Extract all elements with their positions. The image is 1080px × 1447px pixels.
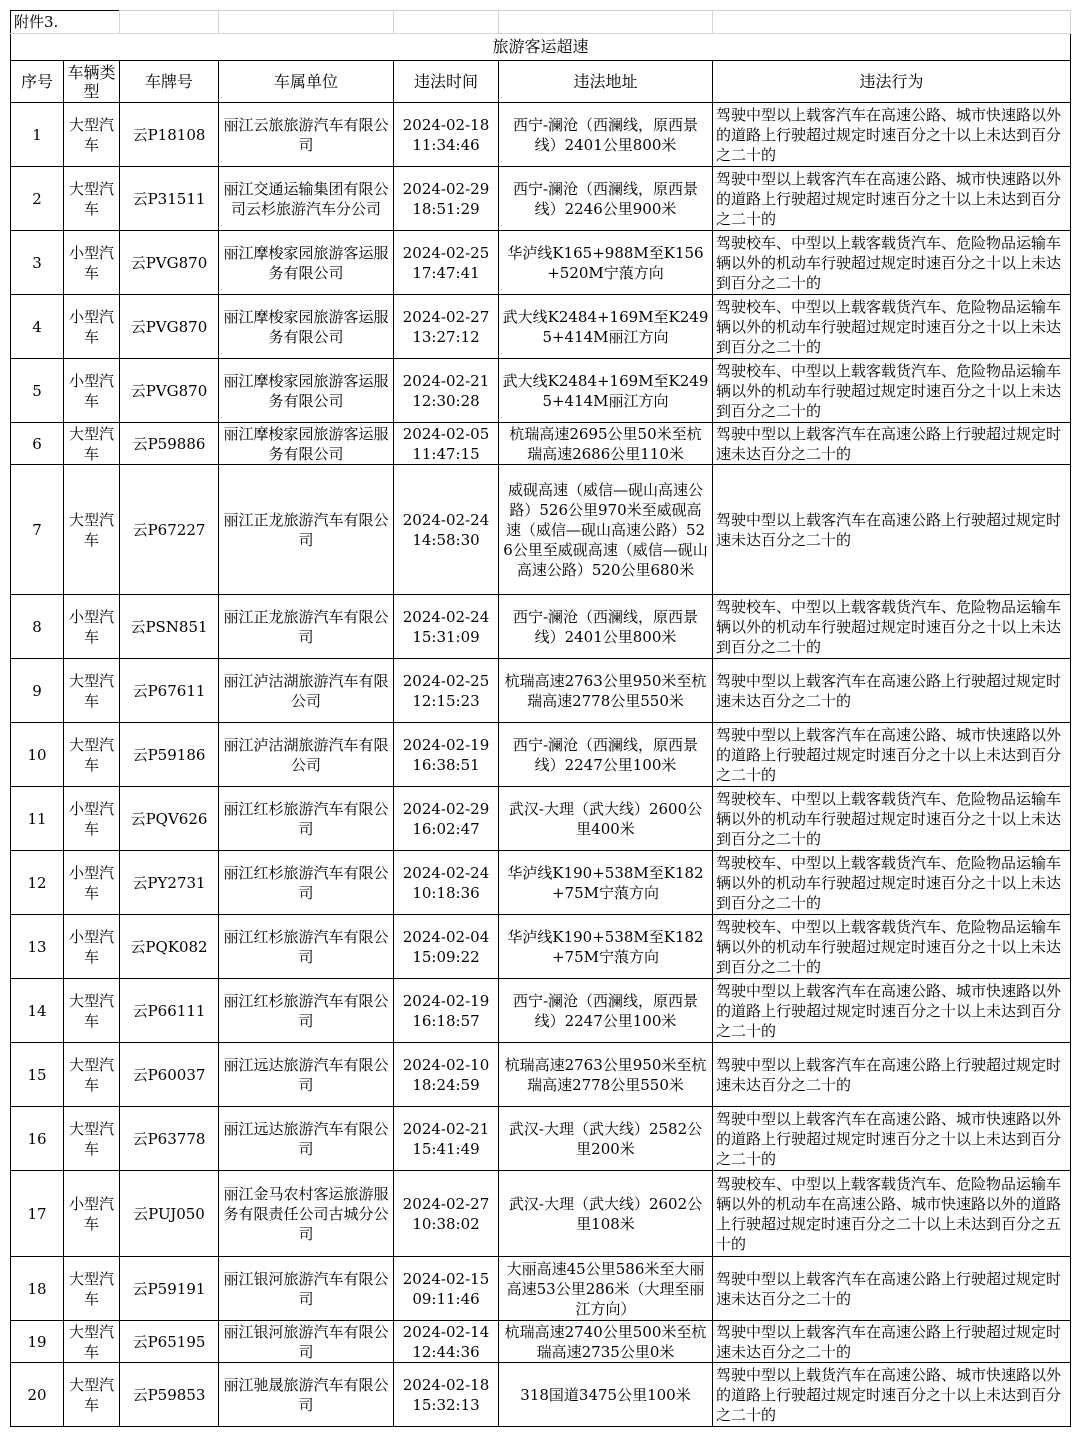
- row-company: 丽江远达旅游汽车有限公司: [219, 1043, 394, 1107]
- row-no: 18: [11, 1257, 64, 1321]
- row-place: 威砚高速（威信—砚山高速公路）526公里970米至威砚高速（威信—砚山高速公路）526公里至威砚高速（威信—砚山高速公路）520公里680米: [499, 465, 713, 595]
- header-plate: 车牌号: [120, 61, 219, 103]
- row-plate: 云P59191: [120, 1257, 219, 1321]
- row-place: 华泸线K165+988M至K156+520M宁蒗方向: [499, 231, 713, 295]
- row-type: 大型汽车: [64, 465, 120, 595]
- row-behavior: 驾驶校车、中型以上载客载货汽车、危险物品运输车辆以外的机动车在高速公路、城市快速路以外的道路上行驶超过规定时速百分之二十以上未达到百分之五十的: [713, 1171, 1071, 1257]
- row-time: 2024-02-18 11:34:46: [394, 103, 499, 167]
- row-company: 丽江摩梭家园旅游客运服务有限公司: [219, 423, 394, 465]
- row-plate: 云P59853: [120, 1363, 219, 1427]
- row-time: 2024-02-10 18:24:59: [394, 1043, 499, 1107]
- row-no: 20: [11, 1363, 64, 1427]
- row-plate: 云P63778: [120, 1107, 219, 1171]
- row-time: 2024-02-19 16:38:51: [394, 723, 499, 787]
- row-company: 丽江摩梭家园旅游客运服务有限公司: [219, 231, 394, 295]
- table-row: [11, 103, 1071, 167]
- empty-cell: [120, 11, 219, 34]
- row-place: 武大线K2484+169M至K2495+414M丽江方向: [499, 359, 713, 423]
- row-place: 杭瑞高速2763公里950米至杭瑞高速2778公里550米: [499, 659, 713, 723]
- row-type: 小型汽车: [64, 231, 120, 295]
- header-time: 违法时间: [394, 61, 499, 103]
- row-behavior: 驾驶中型以上载客汽车在高速公路上行驶超过规定时速未达百分之二十的: [713, 1257, 1071, 1321]
- table-row: [11, 167, 1071, 231]
- row-no: 1: [11, 103, 64, 167]
- row-place: 西宁-澜沧（西澜线，原西景线）2401公里800米: [499, 103, 713, 167]
- table-row: [11, 723, 1071, 787]
- row-plate: 云P65195: [120, 1321, 219, 1363]
- row-plate: 云PQV626: [120, 787, 219, 851]
- row-place: 大丽高速45公里586米至大丽高速53公里286米（大理至丽江方向）: [499, 1257, 713, 1321]
- row-company: 丽江云旅旅游汽车有限公司: [219, 103, 394, 167]
- row-no: 17: [11, 1171, 64, 1257]
- row-place: 西宁-澜沧（西澜线，原西景线）2247公里100米: [499, 723, 713, 787]
- row-plate: 云P31511: [120, 167, 219, 231]
- row-plate: 云PUJ050: [120, 1171, 219, 1257]
- row-place: 西宁-澜沧（西澜线，原西景线）2246公里900米: [499, 167, 713, 231]
- row-plate: 云P59186: [120, 723, 219, 787]
- row-place: 华泸线K190+538M至K182+75M宁蒗方向: [499, 915, 713, 979]
- attachment-label: 附件3.: [11, 11, 120, 34]
- row-no: 15: [11, 1043, 64, 1107]
- header-row: [11, 61, 1071, 103]
- row-company: 丽江银河旅游汽车有限公司: [219, 1321, 394, 1363]
- row-time: 2024-02-29 18:51:29: [394, 167, 499, 231]
- violation-table: [10, 10, 1071, 1427]
- empty-cell: [219, 11, 394, 34]
- row-type: 小型汽车: [64, 295, 120, 359]
- row-plate: 云PVG870: [120, 231, 219, 295]
- table-row: [11, 1257, 1071, 1321]
- table-row: [11, 1107, 1071, 1171]
- table-row: [11, 1321, 1071, 1363]
- row-time: 2024-02-05 11:47:15: [394, 423, 499, 465]
- row-no: 14: [11, 979, 64, 1043]
- row-behavior: 驾驶中型以上载客汽车在高速公路上行驶超过规定时速未达百分之二十的: [713, 1043, 1071, 1107]
- row-plate: 云PVG870: [120, 359, 219, 423]
- table-row: [11, 1043, 1071, 1107]
- row-time: 2024-02-14 12:44:36: [394, 1321, 499, 1363]
- row-plate: 云P66111: [120, 979, 219, 1043]
- row-company: 丽江红杉旅游汽车有限公司: [219, 979, 394, 1043]
- row-behavior: 驾驶中型以上载客汽车在高速公路、城市快速路以外的道路上行驶超过规定时速百分之十以上未达到百分之二十的: [713, 979, 1071, 1043]
- row-behavior: 驾驶中型以上载客汽车在高速公路、城市快速路以外的道路上行驶超过规定时速百分之十以上未达到百分之二十的: [713, 103, 1071, 167]
- row-company: 丽江红杉旅游汽车有限公司: [219, 851, 394, 915]
- row-company: 丽江银河旅游汽车有限公司: [219, 1257, 394, 1321]
- row-behavior: 驾驶校车、中型以上载客载货汽车、危险物品运输车辆以外的机动车行驶超过规定时速百分之十以上未达到百分之二十的: [713, 595, 1071, 659]
- row-time: 2024-02-24 10:18:36: [394, 851, 499, 915]
- row-behavior: 驾驶中型以上载客汽车在高速公路、城市快速路以外的道路上行驶超过规定时速百分之十以上未达到百分之二十的: [713, 1107, 1071, 1171]
- row-type: 小型汽车: [64, 1171, 120, 1257]
- table-row: [11, 979, 1071, 1043]
- row-behavior: 驾驶中型以上载客汽车在高速公路上行驶超过规定时速未达百分之二十的: [713, 659, 1071, 723]
- row-plate: 云PQK082: [120, 915, 219, 979]
- row-company: 丽江远达旅游汽车有限公司: [219, 1107, 394, 1171]
- row-place: 西宁-澜沧（西澜线，原西景线）2247公里100米: [499, 979, 713, 1043]
- row-behavior: 驾驶中型以上载客汽车在高速公路上行驶超过规定时速未达百分之二十的: [713, 423, 1071, 465]
- row-plate: 云P67611: [120, 659, 219, 723]
- row-plate: 云P59886: [120, 423, 219, 465]
- row-type: 大型汽车: [64, 1257, 120, 1321]
- row-plate: 云P60037: [120, 1043, 219, 1107]
- row-time: 2024-02-04 15:09:22: [394, 915, 499, 979]
- row-no: 16: [11, 1107, 64, 1171]
- row-company: 丽江金马农村客运旅游服务有限责任公司古城分公司: [219, 1171, 394, 1257]
- row-behavior: 驾驶中型以上载客汽车在高速公路、城市快速路以外的道路上行驶超过规定时速百分之十以上未达到百分之二十的: [713, 167, 1071, 231]
- row-time: 2024-02-27 10:38:02: [394, 1171, 499, 1257]
- row-no: 19: [11, 1321, 64, 1363]
- row-behavior: 驾驶校车、中型以上载客载货汽车、危险物品运输车辆以外的机动车行驶超过规定时速百分之十以上未达到百分之二十的: [713, 851, 1071, 915]
- row-type: 大型汽车: [64, 723, 120, 787]
- row-time: 2024-02-15 09:11:46: [394, 1257, 499, 1321]
- table-row: [11, 915, 1071, 979]
- table-title: 旅游客运超速: [11, 34, 1071, 61]
- row-no: 6: [11, 423, 64, 465]
- row-place: 武汉-大理（武大线）2582公里200米: [499, 1107, 713, 1171]
- row-time: 2024-02-18 15:32:13: [394, 1363, 499, 1427]
- table-row: [11, 659, 1071, 723]
- row-no: 12: [11, 851, 64, 915]
- row-type: 大型汽车: [64, 1043, 120, 1107]
- header-company: 车属单位: [219, 61, 394, 103]
- row-no: 11: [11, 787, 64, 851]
- row-behavior: 驾驶校车、中型以上载客载货汽车、危险物品运输车辆以外的机动车行驶超过规定时速百分之十以上未达到百分之二十的: [713, 295, 1071, 359]
- table-row: [11, 465, 1071, 595]
- row-time: 2024-02-19 16:18:57: [394, 979, 499, 1043]
- row-place: 杭瑞高速2763公里950米至杭瑞高速2778公里550米: [499, 1043, 713, 1107]
- row-place: 武汉-大理（武大线）2602公里108米: [499, 1171, 713, 1257]
- row-type: 大型汽车: [64, 423, 120, 465]
- row-company: 丽江驰晟旅游汽车有限公司: [219, 1363, 394, 1427]
- row-behavior: 驾驶中型以上载货汽车在高速公路、城市快速路以外的道路上行驶超过规定时速百分之十以上未达到百分之二十的: [713, 1363, 1071, 1427]
- row-behavior: 驾驶中型以上载客汽车在高速公路上行驶超过规定时速未达百分之二十的: [713, 1321, 1071, 1363]
- row-type: 小型汽车: [64, 915, 120, 979]
- table-row: [11, 295, 1071, 359]
- header-type: 车辆类型: [64, 61, 120, 103]
- row-place: 318国道3475公里100米: [499, 1363, 713, 1427]
- row-place: 武汉-大理（武大线）2600公里400米: [499, 787, 713, 851]
- row-behavior: 驾驶校车、中型以上载客载货汽车、危险物品运输车辆以外的机动车行驶超过规定时速百分之十以上未达到百分之二十的: [713, 915, 1071, 979]
- row-time: 2024-02-25 17:47:41: [394, 231, 499, 295]
- row-no: 7: [11, 465, 64, 595]
- row-company: 丽江正龙旅游汽车有限公司: [219, 595, 394, 659]
- row-type: 大型汽车: [64, 1363, 120, 1427]
- row-time: 2024-02-27 13:27:12: [394, 295, 499, 359]
- row-behavior: 驾驶中型以上载客汽车在高速公路、城市快速路以外的道路上行驶超过规定时速百分之十以上未达到百分之二十的: [713, 723, 1071, 787]
- row-place: 华泸线K190+538M至K182+75M宁蒗方向: [499, 851, 713, 915]
- table-row: [11, 359, 1071, 423]
- row-company: 丽江红杉旅游汽车有限公司: [219, 787, 394, 851]
- row-company: 丽江交通运输集团有限公司云杉旅游汽车分公司: [219, 167, 394, 231]
- row-behavior: 驾驶中型以上载客汽车在高速公路上行驶超过规定时速未达百分之二十的: [713, 465, 1071, 595]
- row-type: 大型汽车: [64, 1107, 120, 1171]
- row-no: 8: [11, 595, 64, 659]
- row-plate: 云P67227: [120, 465, 219, 595]
- row-no: 3: [11, 231, 64, 295]
- row-no: 13: [11, 915, 64, 979]
- row-time: 2024-02-21 12:30:28: [394, 359, 499, 423]
- row-plate: 云P18108: [120, 103, 219, 167]
- row-type: 小型汽车: [64, 359, 120, 423]
- header-behavior: 违法行为: [713, 61, 1071, 103]
- row-plate: 云PY2731: [120, 851, 219, 915]
- row-time: 2024-02-21 15:41:49: [394, 1107, 499, 1171]
- row-behavior: 驾驶校车、中型以上载客载货汽车、危险物品运输车辆以外的机动车行驶超过规定时速百分之十以上未达到百分之二十的: [713, 359, 1071, 423]
- row-no: 2: [11, 167, 64, 231]
- row-place: 西宁-澜沧（西澜线，原西景线）2401公里800米: [499, 595, 713, 659]
- row-type: 大型汽车: [64, 167, 120, 231]
- row-type: 大型汽车: [64, 979, 120, 1043]
- row-behavior: 驾驶校车、中型以上载客载货汽车、危险物品运输车辆以外的机动车行驶超过规定时速百分之十以上未达到百分之二十的: [713, 231, 1071, 295]
- row-company: 丽江摩梭家园旅游客运服务有限公司: [219, 295, 394, 359]
- row-type: 大型汽车: [64, 659, 120, 723]
- row-time: 2024-02-25 12:15:23: [394, 659, 499, 723]
- table-row: [11, 1363, 1071, 1427]
- empty-cell: [713, 11, 1071, 34]
- header-no: 序号: [11, 61, 64, 103]
- row-no: 10: [11, 723, 64, 787]
- row-plate: 云PVG870: [120, 295, 219, 359]
- row-no: 5: [11, 359, 64, 423]
- row-time: 2024-02-29 16:02:47: [394, 787, 499, 851]
- row-company: 丽江摩梭家园旅游客运服务有限公司: [219, 359, 394, 423]
- table-row: [11, 851, 1071, 915]
- row-no: 9: [11, 659, 64, 723]
- row-time: 2024-02-24 15:31:09: [394, 595, 499, 659]
- row-plate: 云PSN851: [120, 595, 219, 659]
- table-row: [11, 787, 1071, 851]
- row-place: 杭瑞高速2695公里50米至杭瑞高速2686公里110米: [499, 423, 713, 465]
- row-behavior: 驾驶校车、中型以上载客载货汽车、危险物品运输车辆以外的机动车行驶超过规定时速百分之十以上未达到百分之二十的: [713, 787, 1071, 851]
- row-time: 2024-02-24 14:58:30: [394, 465, 499, 595]
- row-type: 小型汽车: [64, 851, 120, 915]
- row-type: 小型汽车: [64, 787, 120, 851]
- row-type: 小型汽车: [64, 595, 120, 659]
- header-place: 违法地址: [499, 61, 713, 103]
- table-row: [11, 1171, 1071, 1257]
- empty-cell: [394, 11, 499, 34]
- table-row: [11, 595, 1071, 659]
- row-place: 武大线K2484+169M至K2495+414M丽江方向: [499, 295, 713, 359]
- row-company: 丽江正龙旅游汽车有限公司: [219, 465, 394, 595]
- row-company: 丽江泸沽湖旅游汽车有限公司: [219, 723, 394, 787]
- row-type: 大型汽车: [64, 103, 120, 167]
- table-row: [11, 231, 1071, 295]
- row-no: 4: [11, 295, 64, 359]
- row-company: 丽江红杉旅游汽车有限公司: [219, 915, 394, 979]
- row-place: 杭瑞高速2740公里500米至杭瑞高速2735公里0米: [499, 1321, 713, 1363]
- row-type: 大型汽车: [64, 1321, 120, 1363]
- empty-cell: [499, 11, 713, 34]
- table-row: [11, 423, 1071, 465]
- row-company: 丽江泸沽湖旅游汽车有限公司: [219, 659, 394, 723]
